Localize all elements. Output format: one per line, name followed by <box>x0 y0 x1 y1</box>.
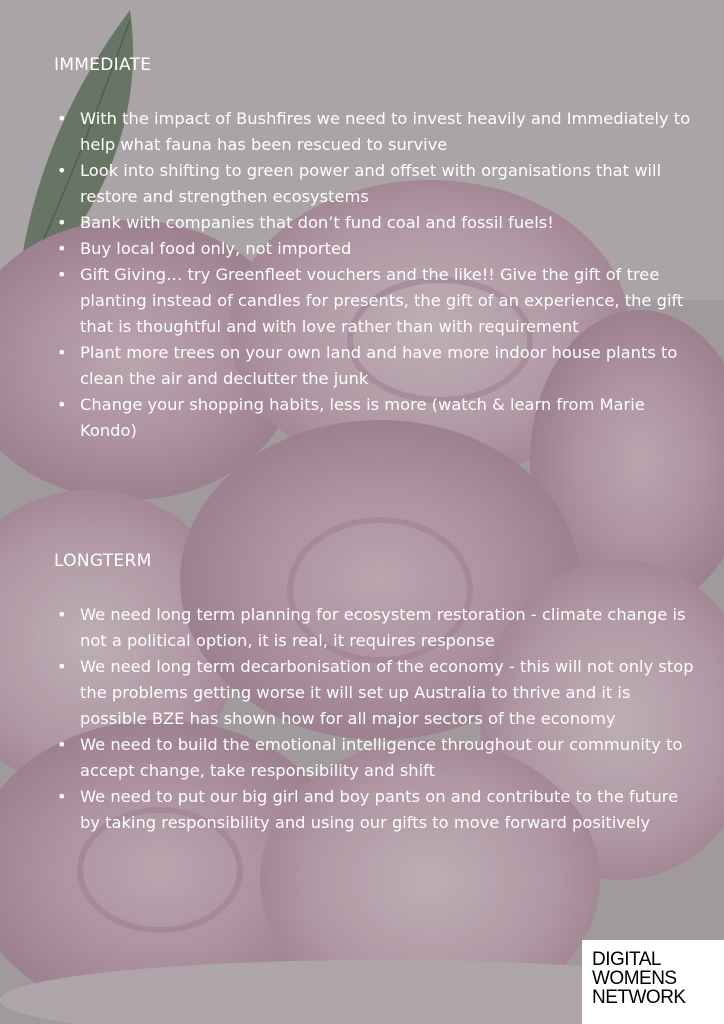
list-item: • With the impact of Bushfires we need to invest heavily and Immediately to help what fauna has been rescued to survive <box>54 106 694 158</box>
list-item: • Plant more trees on your own land and have more indoor house plants to clean the air and declutter the junk <box>54 340 694 392</box>
list-item: • Bank with companies that don’t fund coal and fossil fuels! <box>54 210 694 236</box>
list-item: • Gift Giving… try Greenfleet vouchers and the like!! Give the gift of tree planting instead of candles for presents, the gift of an experience, the gift that is thoughtful and with love rather than with requirement <box>54 262 694 340</box>
list-item: • We need to build the emotional intelligence throughout our community to accept change, take responsibility and shift <box>54 732 694 784</box>
immediate-heading: IMMEDIATE <box>54 55 152 75</box>
list-item: • Change your shopping habits, less is more (watch & learn from Marie Kondo) <box>54 392 694 444</box>
logo-line-1: DIGITAL <box>592 949 661 970</box>
logo-line-2: WOMENS <box>592 968 677 989</box>
digital-womens-network-logo <box>582 940 724 1024</box>
list-item: • We need long term decarbonisation of the economy - this will not only stop the problems getting worse it will set up Australia to thrive and it is possible BZE has shown how for all major sectors of the economy <box>54 654 694 732</box>
list-item: • Look into shifting to green power and offset with organisations that will restore and strengthen ecosystems <box>54 158 694 210</box>
immediate-list <box>54 106 694 444</box>
longterm-heading: LONGTERM <box>54 551 152 571</box>
list-item: • We need to put our big girl and boy pants on and contribute to the future by taking responsibility and using our gifts to move forward positively <box>54 784 694 836</box>
list-item: • We need long term planning for ecosystem restoration - climate change is not a political option, it is real, it requires response <box>54 602 694 654</box>
longterm-list <box>54 602 694 836</box>
logo-line-3: NETWORK <box>592 987 686 1008</box>
list-item: • Buy local food only, not imported <box>54 236 694 262</box>
